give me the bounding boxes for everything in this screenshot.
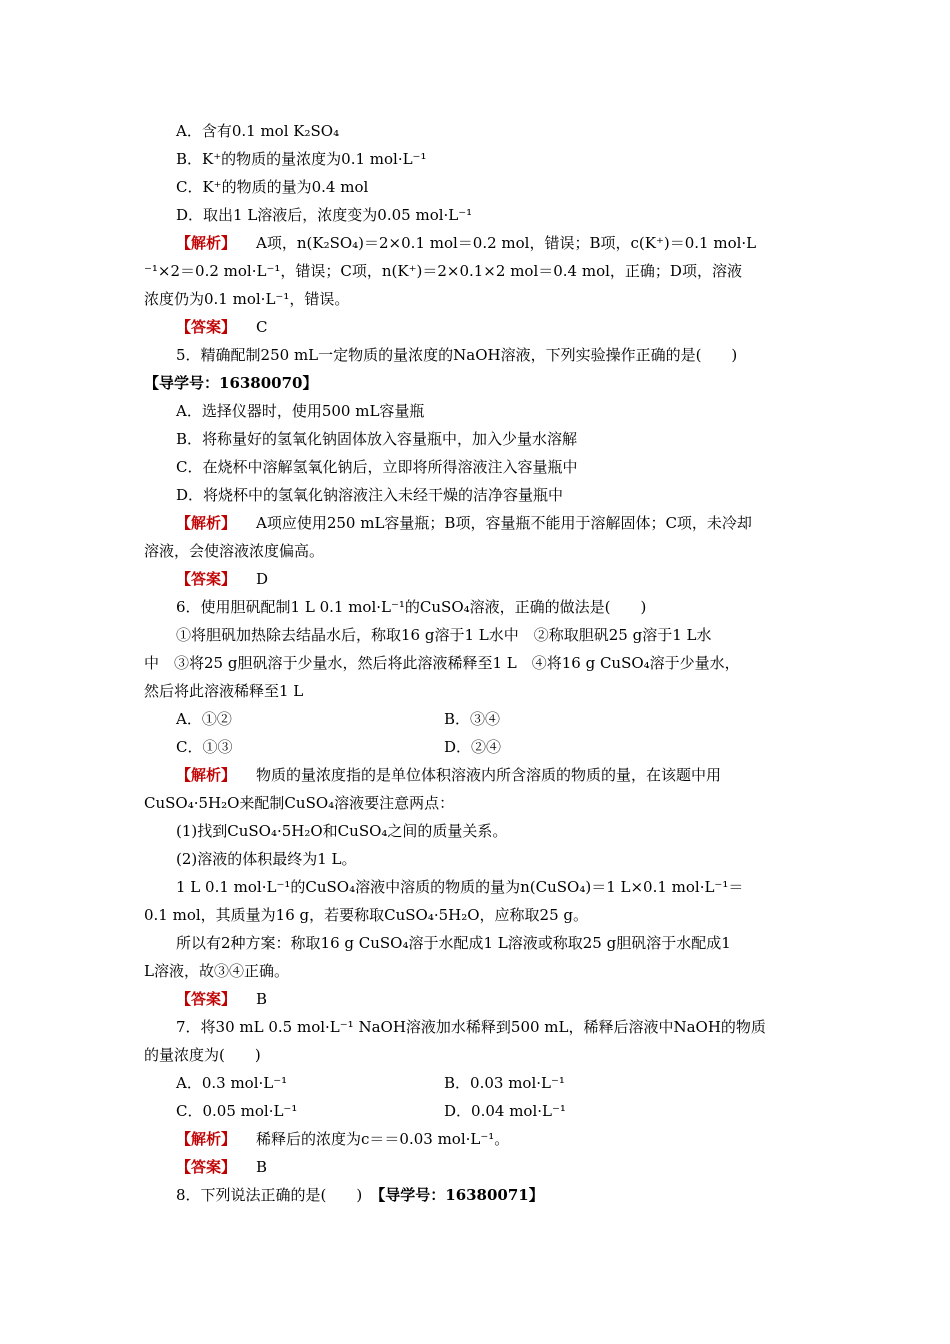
answer-value: B — [256, 990, 268, 1008]
q7-answer-line — [176, 1157, 267, 1177]
q5-option-b: B．将称量好的氢氧化钠固体放入容量瓶中，加入少量水溶解 — [176, 430, 578, 448]
q8-stem-line — [176, 1185, 544, 1205]
q4-option-c: C．K⁺的物质的量为0.4 mol — [176, 178, 369, 196]
q4-answer-line — [176, 317, 268, 337]
q4-option-d: D．取出1 L溶液后，浓度变为0.05 mol·L⁻¹ — [176, 206, 473, 224]
answer-value: C — [256, 318, 268, 336]
answer-tag: 【答案】 — [176, 318, 237, 336]
answer-tag: 【答案】 — [176, 570, 237, 588]
q6-analysis-line-2: CuSO₄·5H₂O来配制CuSO₄溶液要注意两点： — [144, 794, 455, 812]
answer-value: D — [256, 570, 269, 588]
q5-analysis-line-1 — [176, 513, 752, 533]
q6-analysis-line-7: 所以有2种方案：称取16 g CuSO₄溶于水配成1 L溶液或称取25 g胆矾溶于水配成1 — [176, 934, 731, 952]
q5-option-d: D．将烧杯中的氢氧化钠溶液注入未经干燥的洁净容量瓶中 — [176, 486, 564, 504]
q6-analysis-line-8: L溶液，故③④正确。 — [144, 962, 289, 980]
q6-analysis-line-1 — [176, 765, 721, 785]
q6-answer-line — [176, 989, 267, 1009]
analysis-tag: 【解析】 — [176, 1130, 237, 1148]
q5-option-a: A．选择仪器时，使用500 mL容量瓶 — [176, 402, 425, 420]
analysis-text: A项应使用250 mL容量瓶；B项，容量瓶不能用于溶解固体；C项，未冷却 — [256, 514, 752, 532]
q6-option-a: A．①② — [176, 710, 232, 728]
q6-stem: 6．使用胆矾配制1 L 0.1 mol·L⁻¹的CuSO₄溶液，正确的做法是( ) — [176, 598, 647, 616]
q5-guide-number: 【导学号：16380070】 — [144, 374, 318, 392]
q5-stem: 5．精确配制250 mL一定物质的量浓度的NaOH溶液，下列实验操作正确的是( ) — [176, 346, 738, 364]
q6-option-c: C．①③ — [176, 738, 233, 756]
q7-stem-line-1: 7．将30 mL 0.5 mol·L⁻¹ NaOH溶液加水稀释到500 mL，稀释后溶液中NaOH的物质 — [176, 1018, 766, 1036]
q7-option-b: B．0.03 mol·L⁻¹ — [444, 1074, 565, 1092]
q8-guide-number: 【导学号：16380071】 — [370, 1186, 544, 1204]
analysis-text: 物质的量浓度指的是单位体积溶液内所含溶质的物质的量，在该题中用 — [256, 766, 722, 784]
q7-stem-line-2: 的量浓度为( ) — [144, 1046, 261, 1064]
q8-stem: 8．下列说法正确的是( ) — [176, 1186, 363, 1204]
analysis-text: A项，n(K₂SO₄)＝2×0.1 mol＝0.2 mol，错误；B项，c(K⁺)＝0.1 mol·L — [256, 234, 757, 252]
q6-analysis-line-6: 0.1 mol，其质量为16 g，若要称取CuSO₄·5H₂O，应称取25 g。 — [144, 906, 589, 924]
q7-analysis-line-1 — [176, 1129, 509, 1149]
q6-condition-line-2: 中 ③将25 g胆矾溶于少量水，然后将此溶液稀释至1 L ④将16 g CuSO₄溶于少量水， — [144, 654, 740, 672]
q4-analysis-line-1 — [176, 233, 756, 253]
q7-option-c: C．0.05 mol·L⁻¹ — [176, 1102, 298, 1120]
analysis-tag: 【解析】 — [176, 514, 237, 532]
q6-analysis-line-3: (1)找到CuSO₄·5H₂O和CuSO₄之间的质量关系。 — [176, 822, 508, 840]
q4-option-b: B．K⁺的物质的量浓度为0.1 mol·L⁻¹ — [176, 150, 427, 168]
q5-analysis-line-2: 溶液，会使溶液浓度偏高。 — [144, 542, 325, 560]
analysis-text: 稀释后的浓度为c＝＝0.03 mol·L⁻¹。 — [256, 1130, 510, 1148]
q4-analysis-line-3: 浓度仍为0.1 mol·L⁻¹，错误。 — [144, 290, 350, 308]
analysis-tag: 【解析】 — [176, 766, 237, 784]
q5-answer-line — [176, 569, 268, 589]
q6-analysis-line-4: (2)溶液的体积最终为1 L。 — [176, 850, 357, 868]
q5-option-c: C．在烧杯中溶解氢氧化钠后，立即将所得溶液注入容量瓶中 — [176, 458, 578, 476]
q6-condition-line-3: 然后将此溶液稀释至1 L — [144, 682, 304, 700]
answer-tag: 【答案】 — [176, 1158, 237, 1176]
q6-condition-line-1: ①将胆矾加热除去结晶水后，称取16 g溶于1 L水中 ②称取胆矾25 g溶于1 L水 — [176, 626, 712, 644]
q7-option-d: D．0.04 mol·L⁻¹ — [444, 1102, 566, 1120]
q4-option-a: A．含有0.1 mol K₂SO₄ — [176, 122, 340, 140]
q6-analysis-line-5: 1 L 0.1 mol·L⁻¹的CuSO₄溶液中溶质的物质的量为n(CuSO₄)＝1 L×0.1 mol·L⁻¹＝ — [176, 878, 744, 896]
q6-option-b: B．③④ — [444, 710, 501, 728]
analysis-tag: 【解析】 — [176, 234, 237, 252]
answer-tag: 【答案】 — [176, 990, 237, 1008]
q6-option-d: D．②④ — [444, 738, 502, 756]
q7-option-a: A．0.3 mol·L⁻¹ — [176, 1074, 288, 1092]
q4-analysis-line-2: ⁻¹×2＝0.2 mol·L⁻¹，错误；C项，n(K⁺)＝2×0.1×2 mol＝0.4 mol，正确；D项，溶液 — [144, 262, 742, 280]
answer-value: B — [256, 1158, 268, 1176]
